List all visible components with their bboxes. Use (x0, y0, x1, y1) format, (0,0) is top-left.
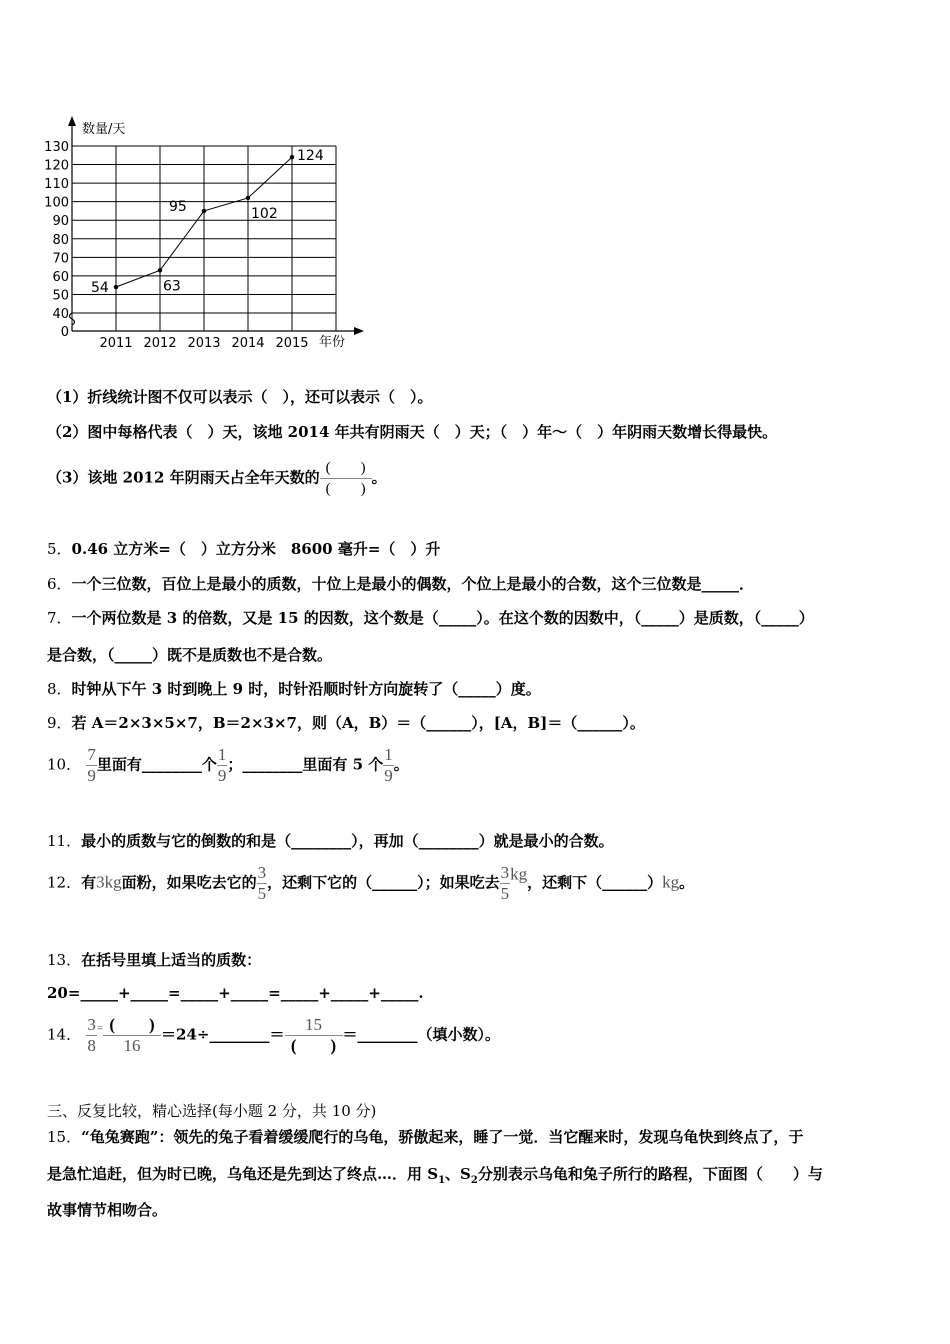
q-text: 里面有________个 (96, 755, 217, 774)
q-text: ；________里面有 5 个 (227, 755, 384, 774)
y-tick-label: 100 (44, 195, 69, 211)
denominator: 5 (500, 884, 510, 903)
q-text: 、S (445, 1165, 471, 1183)
fraction-3-5 (500, 863, 511, 904)
data-label: 102 (251, 205, 278, 222)
sub3-end: 。 (371, 468, 387, 487)
numerator: 1 (217, 745, 227, 764)
question-15 (47, 1126, 803, 1147)
x-axis-label: 年份 (319, 335, 346, 350)
numerator: ( ) (320, 458, 372, 479)
unit-kg: kg (662, 872, 680, 892)
y-axis-label: 数量/天 (82, 122, 126, 137)
fraction-15-blank (285, 1015, 343, 1056)
denominator: 8 (87, 1036, 96, 1055)
denominator: ( ) (325, 481, 366, 497)
data-label: 63 (163, 278, 181, 295)
q-text: 是急忙追赶，但为时已晚，乌龟还是先到达了终点…．用 S (47, 1165, 439, 1183)
subscript: 2 (470, 1175, 478, 1186)
question-5 (47, 538, 440, 559)
q-text: ，还剩下（______） (527, 873, 663, 892)
denominator: 9 (87, 766, 96, 785)
sub-question-2: （2）图中每格代表（ ）天，该地 2014 年共有阴雨天（ ）天；（ ）年～（ ）年阴雨天数增长得最快。 (47, 423, 778, 441)
q-text: 一个两位数是 3 的倍数，又是 15 的因数，这个数是（_____）。在这个数的因数中，（_____）是质数，（_____） (71, 609, 814, 627)
q-text: 若 A＝2×3×5×7，B＝2×3×7，则（A，B）＝（______），[A，B]＝（______）。 (71, 714, 645, 732)
q-text: 0.46 立方米=（ ）立方分米 8600 毫升=（ ）升 (71, 540, 441, 558)
fraction-1-9 (383, 745, 394, 786)
question-8 (47, 678, 541, 699)
numerator: 3 (257, 863, 267, 882)
numerator: 1 (384, 745, 393, 764)
x-tick-label: 2011 (99, 336, 133, 351)
question-7 (47, 607, 814, 628)
y-tick-label: 90 (52, 214, 69, 230)
question-13 (47, 949, 261, 970)
q-number: 13． (47, 951, 82, 969)
y-tick-label: 110 (44, 177, 69, 193)
weight-value: 3kg (96, 872, 122, 892)
q-text: 一个三位数，百位上是最小的质数，十位上是最小的偶数，个位上是最小的合数，这个三位数是_____． (71, 575, 755, 593)
question-15-line-3: 故事情节相吻合。 (47, 1201, 168, 1219)
equals-sign: = (96, 1022, 104, 1035)
question-14 (47, 1015, 500, 1056)
q-number: 12． (47, 873, 82, 892)
data-point (246, 196, 250, 200)
fraction-blank-16 (103, 1015, 161, 1056)
fraction-3-8 (86, 1015, 97, 1056)
numerator: 3 (500, 863, 510, 882)
y-tick-label: 0 (60, 325, 69, 340)
sub-question-3 (47, 458, 387, 499)
line-chart (30, 110, 380, 360)
subscript: 1 (438, 1175, 446, 1186)
q-text: ＝________（填小数）。 (342, 1025, 501, 1044)
denominator: 9 (384, 766, 393, 785)
q-text: 。 (679, 873, 695, 892)
unit-kg: kg (510, 864, 528, 884)
section-3-heading: 三、反复比较，精心选择(每小题 2 分，共 10 分) (47, 1102, 377, 1120)
x-axis-arrow (354, 327, 364, 335)
y-tick-label: 40 (52, 307, 69, 322)
question-9 (47, 712, 645, 733)
y-tick-label: 70 (52, 251, 69, 267)
data-point (202, 209, 206, 213)
y-tick-label: 130 (44, 140, 69, 155)
sub-question-1: （1）折线统计图不仅可以表示（ ），还可以表示（ ）。 (47, 388, 433, 406)
q-text: 分别表示乌龟和兔子所行的路程，下面图（ ）与 (477, 1165, 823, 1183)
q-number: 15． (47, 1128, 82, 1146)
question-7-line-2: 是合数，（_____）既不是质数也不是合数。 (47, 646, 333, 664)
chart-grid (72, 146, 336, 331)
q-number: 10． (47, 755, 82, 774)
denominator: 5 (257, 884, 267, 903)
x-tick-label: 2015 (275, 336, 309, 351)
data-point (158, 268, 162, 272)
x-tick-label: 2012 (143, 336, 177, 351)
y-tick-labels (44, 140, 69, 340)
q-text: “龟兔赛跑”：领先的兔子看着缓缓爬行的乌龟，骄傲起来，睡了一觉．当它醒来时，发现乌龟快到终点了，于 (81, 1128, 804, 1146)
question-11 (47, 830, 614, 851)
question-13-line-2: 20=_____+_____=_____+_____=_____+_____+_____. (47, 984, 424, 1002)
q-text: 在括号里填上适当的质数： (81, 951, 262, 969)
q-text: 时钟从下午 3 时到晚上 9 时，时针沿顺时针方向旋转了（_____）度。 (71, 680, 541, 698)
question-6 (47, 573, 754, 594)
q-text: ＝24÷________＝ (161, 1025, 285, 1044)
data-labels (91, 148, 324, 296)
sub3-text: （3）该地 2012 年阴雨天占全年天数的 (47, 468, 320, 487)
y-tick-label: 80 (52, 232, 69, 248)
question-12 (47, 863, 694, 904)
q-number: 7． (47, 609, 72, 627)
q-number: 14． (47, 1025, 82, 1044)
q-number: 5． (47, 540, 72, 558)
q-text: 有 (81, 873, 97, 892)
denominator: 16 (123, 1036, 141, 1055)
fraction-3-5 (257, 863, 268, 904)
data-label: 95 (169, 198, 187, 215)
y-axis-arrow (68, 116, 76, 126)
question-10 (47, 745, 409, 786)
y-tick-label: 50 (52, 288, 69, 304)
numerator: 7 (87, 745, 96, 764)
q-number: 11． (47, 832, 82, 850)
y-tick-label: 120 (44, 158, 69, 174)
q-text: 。 (393, 755, 409, 774)
data-label: 124 (297, 148, 324, 165)
numerator: 3 (87, 1015, 96, 1034)
x-tick-label: 2014 (231, 336, 265, 351)
denominator: 9 (217, 766, 227, 785)
data-point (290, 155, 294, 159)
numerator: 15 (285, 1015, 343, 1036)
numerator: ( ) (103, 1015, 161, 1036)
q-text: ，还剩下它的（______）；如果吃去 (267, 873, 500, 892)
q-text: 最小的质数与它的倒数的和是（________），再加（________）就是最小的合数。 (81, 832, 614, 850)
fraction-1-9 (217, 745, 228, 786)
y-tick-label: 60 (52, 269, 69, 285)
denominator: ( ) (290, 1036, 337, 1055)
q-number: 9． (47, 714, 72, 732)
data-label: 54 (91, 280, 109, 297)
q-number: 6． (47, 575, 72, 593)
x-tick-label: 2013 (187, 336, 221, 351)
q-text: 面粉，如果吃去它的 (121, 873, 257, 892)
x-tick-labels (99, 336, 308, 351)
question-15-line-2 (47, 1163, 823, 1186)
fraction-blank (320, 458, 372, 499)
q-number: 8． (47, 680, 72, 698)
fraction-7-9 (86, 745, 97, 786)
data-point (114, 285, 118, 289)
